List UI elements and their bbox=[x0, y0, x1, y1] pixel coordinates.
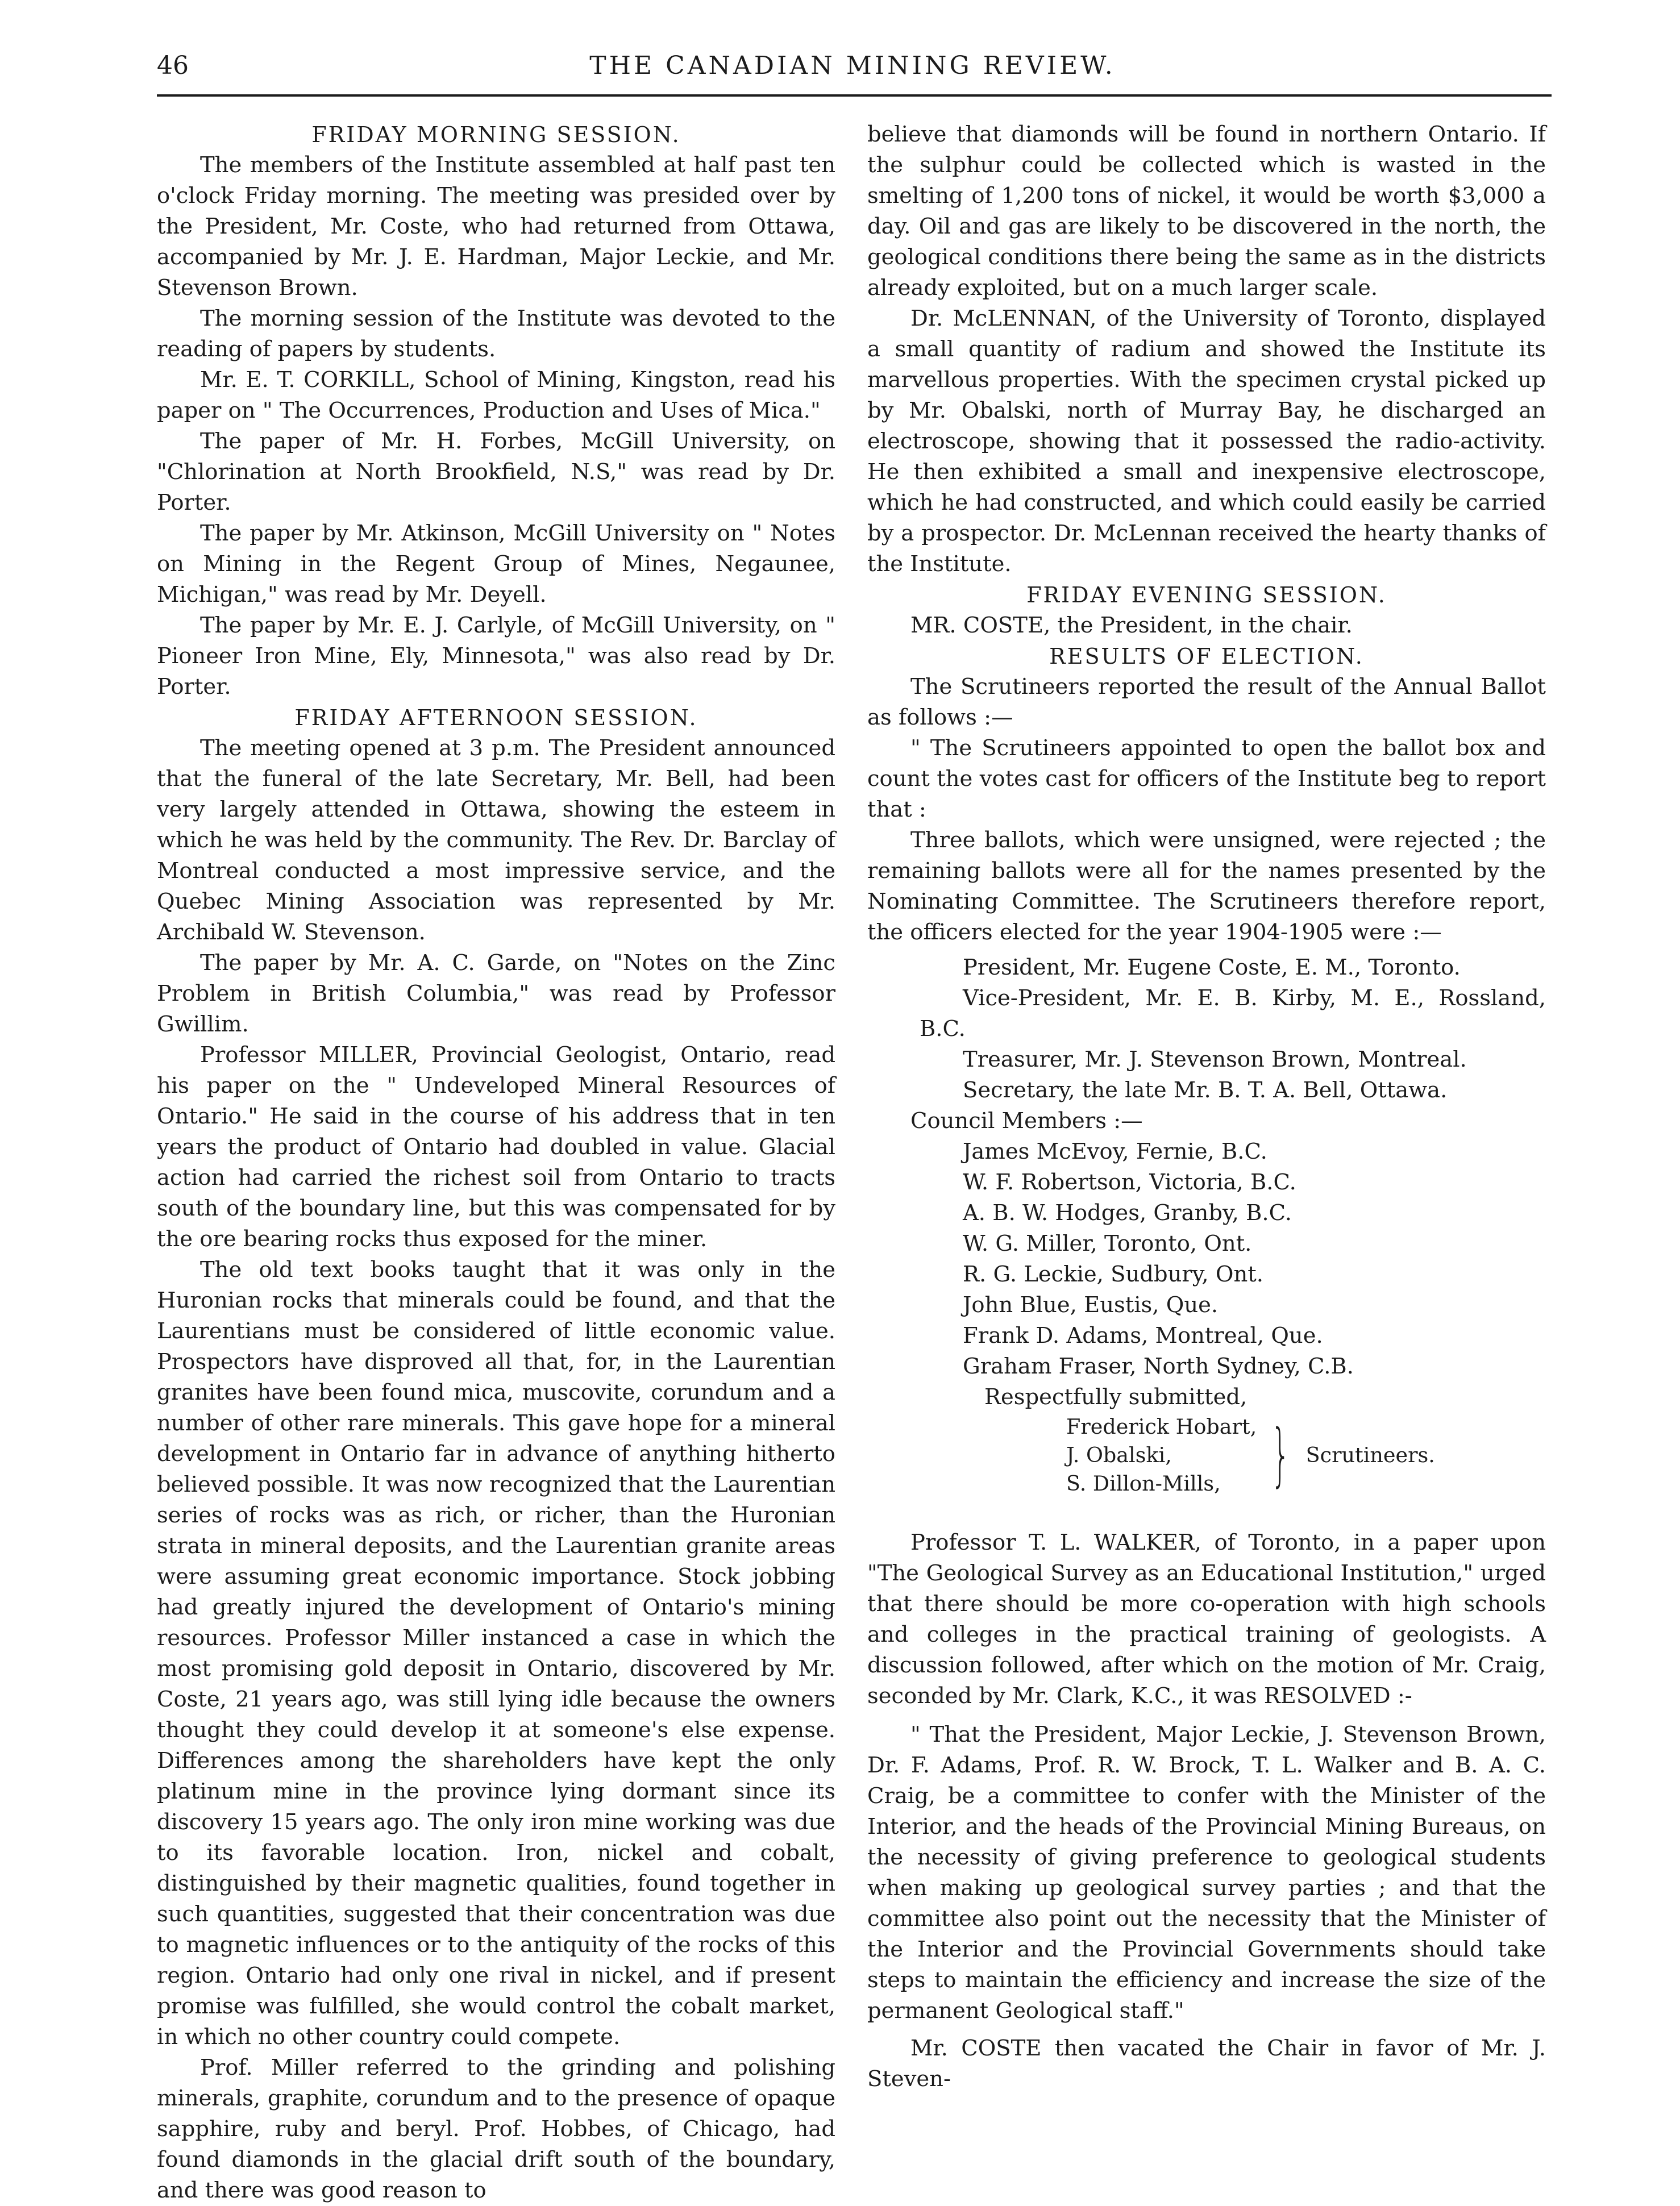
list-item: Frank D. Adams, Montreal, Que. bbox=[963, 1323, 1323, 1348]
paragraph: The meeting opened at 3 p.m. The President announced that the funeral of the late Secretary, Mr. Bell, had been very largely attended in Ottawa, showing the esteem in which he was held by the community. The Rev. Dr. Barclay of Montreal conducted a most impressive service, and the Quebec Mining Association was represented by Mr. Archibald W. Stevenson. bbox=[157, 735, 835, 945]
officers-list bbox=[867, 952, 1546, 1106]
list-item: James McEvoy, Fernie, B.C. bbox=[963, 1139, 1267, 1164]
heading-friday-evening: FRIDAY EVENING SESSION. bbox=[1026, 582, 1387, 607]
paragraph: " The Scrutineers appointed to open the ballot box and count the votes cast for officers of the Institute beg to report that : bbox=[867, 735, 1546, 822]
council-list bbox=[867, 1137, 1546, 1382]
left-column bbox=[157, 119, 835, 2206]
header-rule bbox=[157, 94, 1552, 97]
paragraph bbox=[867, 1527, 1546, 1712]
paragraph: Prof. Miller referred to the grinding and polishing minerals, graphite, corundum and to the presence of opaque sapphire, ruby and beryl. Prof. Hobbes, of Chicago, had found diamonds in the glacial drift south of the boundary, and there was good reason to bbox=[157, 2055, 835, 2203]
paragraph: The Scrutineers reported the result of the Annual Ballot as follows :— bbox=[867, 674, 1546, 730]
list-item: John Blue, Eustis, Que. bbox=[963, 1292, 1219, 1318]
paragraph: Mr. COSTE then vacated the Chair in favor of Mr. J. Steven- bbox=[867, 2036, 1546, 2092]
heading-friday-morning: FRIDAY MORNING SESSION. bbox=[311, 122, 681, 147]
paragraph: Three ballots, which were unsigned, were rejected ; the remaining ballots were all for the names presented by the Nominating Committee. The Scrutineers therefore report, the officers elected for the year 1904-1905 were :— bbox=[867, 827, 1546, 945]
list-item: Treasurer, Mr. J. Stevenson Brown, Montreal. bbox=[963, 1047, 1467, 1072]
brace-icon: } bbox=[1271, 1416, 1291, 1495]
paragraph: The morning session of the Institute was devoted to the reading of papers by students. bbox=[157, 306, 835, 362]
page-number: 46 bbox=[157, 51, 189, 80]
paragraph: Mr. E. T. CORKILL, School of Mining, Kingston, read his paper on " The Occurrences, Production and Uses of Mica." bbox=[157, 367, 835, 423]
paragraph: The paper of Mr. H. Forbes, McGill University, on "Chlorination at North Brookfield, N.S," was read by Dr. Porter. bbox=[157, 428, 835, 515]
scrutineer-signatures bbox=[1066, 1413, 1546, 1498]
paragraph: The paper by Mr. E. J. Carlyle, of McGill University, on " Pioneer Iron Mine, Ely, Minnesota," was also read by Dr. Porter. bbox=[157, 613, 835, 700]
list-item: Secretary, the late Mr. B. T. A. Bell, Ottawa. bbox=[963, 1077, 1448, 1103]
paragraph: Dr. McLENNAN, of the University of Toronto, displayed a small quantity of radium and showed the Institute its marvellous properties. With the specimen crystal picked up by Mr. Obalski, north of Murray Bay, he discharged an electroscope, showing that it possessed the radio-activity. He then exhibited a small and inexpensive electroscope, which he had constructed, and which could easily be carried by a prospector. Dr. McLennan received the hearty thanks of the Institute. bbox=[867, 306, 1546, 577]
list-item: R. G. Leckie, Sudbury, Ont. bbox=[963, 1262, 1263, 1287]
list-item: A. B. W. Hodges, Granby, B.C. bbox=[963, 1200, 1292, 1226]
right-column bbox=[867, 119, 1546, 2095]
paragraph-text: Professor T. L. WALKER, of Toronto, in a paper upon "The Geological Survey as an Educational Institution," urged that there should be more co-operation with high schools and colleges in the practical training of geologists. A discussion followed, after which on the motion of Mr. Craig, seconded by Mr. Clark, K.C., it was bbox=[867, 1530, 1546, 1709]
paragraph: The members of the Institute assembled at half past ten o'clock Friday morning. The meeting was presided over by the President, Mr. Coste, who had returned from Ottawa, accompanied by Mr. J. E. Hardman, Major Leckie, and Mr. Stevenson Brown. bbox=[157, 152, 835, 301]
paragraph: believe that diamonds will be found in northern Ontario. If the sulphur could be collected which is wasted in the smelting of 1,200 tons of nickel, it would be worth $3,000 a day. Oil and gas are likely to be discovered in the north, the geological conditions there being the same as in the districts already exploited, but on a much larger scale. bbox=[867, 122, 1546, 301]
list-item: Graham Fraser, North Sydney, C.B. bbox=[963, 1354, 1354, 1379]
heading-friday-afternoon: FRIDAY AFTERNOON SESSION. bbox=[294, 705, 698, 730]
list-item: W. G. Miller, Toronto, Ont. bbox=[963, 1231, 1252, 1256]
scrutineers-label: Scrutineers. bbox=[1305, 1443, 1435, 1467]
paragraph: MR. COSTE, the President, in the chair. bbox=[910, 613, 1353, 638]
signer-list bbox=[1066, 1413, 1257, 1498]
paragraph: " That the President, Major Leckie, J. Stevenson Brown, Dr. F. Adams, Prof. R. W. Brock, T. L. Walker and B. A. C. Craig, be a committee to confer with the Minister of the Interior, and the heads of the Provincial Mining Bureaus, on the necessity of giving preference to geological students when making up geological survey parties ; and that the committee also point out the necessity that the Minister of the Interior and the Provincial Governments should take steps to maintain the efficiency and increase the size of the permanent Geological staff." bbox=[867, 1722, 1546, 2024]
list-item: W. F. Robertson, Victoria, B.C. bbox=[963, 1169, 1296, 1195]
signer-name: J. Obalski, bbox=[1066, 1443, 1172, 1467]
resolved-label: RESOLVED :- bbox=[1263, 1683, 1412, 1709]
signer-name: Frederick Hobart, bbox=[1066, 1414, 1257, 1439]
paragraph: The paper by Mr. Atkinson, McGill University on " Notes on Mining in the Regent Group of Mines, Negaunee, Michigan," was read by Mr. Deyell. bbox=[157, 521, 835, 607]
list-item: President, Mr. Eugene Coste, E. M., Toronto. bbox=[963, 955, 1461, 980]
heading-results-of-election: RESULTS OF ELECTION. bbox=[1049, 644, 1364, 669]
respectfully-submitted: Respectfully submitted, bbox=[984, 1384, 1247, 1410]
list-item: Vice-President, Mr. E. B. Kirby, M. E., Rossland, B.C. bbox=[920, 985, 1546, 1042]
paragraph: The paper by Mr. A. C. Garde, on "Notes on the Zinc Problem in British Columbia," was read by Professor Gwillim. bbox=[157, 950, 835, 1037]
council-label: Council Members :— bbox=[910, 1108, 1143, 1134]
running-head: THE CANADIAN MINING REVIEW. bbox=[589, 51, 1116, 80]
signer-name: S. Dillon-Mills, bbox=[1066, 1471, 1221, 1496]
paragraph: The old text books taught that it was only in the Huronian rocks that minerals could be found, and that the Laurentians must be considered of little economic value. Prospectors have disproved all that, for, in the Laurentian granites have been found mica, muscovite, corundum and a number of other rare minerals. This gave hope for a mineral development in Ontario far in advance of anything hitherto believed possible. It was now recognized that the Laurentian series of rocks was as rich, or richer, than the Huronian strata in mineral deposits, and the Laurentian granite areas were assuming great economic importance. Stock jobbing had greatly injured the development of Ontario's mining resources. Professor Miller instanced a case in which the most promising gold deposit in Ontario, discovered by Mr. Coste, 21 years ago, was still lying idle because the owners thought they could develop it at someone's else expense. Differences among the shareholders have kept the only platinum mine in the province lying dormant since its discovery 15 years ago. The only iron mine working was due to its favorable location. Iron, nickel and cobalt, distinguished by their magnetic qualities, found together in such quantities, suggested that their concentration was due to magnetic influences or to the antiquity of the rocks of this region. Ontario had only one rival in nickel, and if present promise was fulfilled, she would control the cobalt market, in which no other country could compete. bbox=[157, 1257, 835, 2050]
paragraph: Professor MILLER, Provincial Geologist, Ontario, read his paper on the " Undeveloped Mineral Resources of Ontario." He said in the course of his address that in ten years the product of Ontario had doubled in value. Glacial action had carried the richest soil from Ontario to tracts south of the boundary line, but this was compensated for by the ore bearing rocks thus exposed for the miner. bbox=[157, 1042, 835, 1252]
